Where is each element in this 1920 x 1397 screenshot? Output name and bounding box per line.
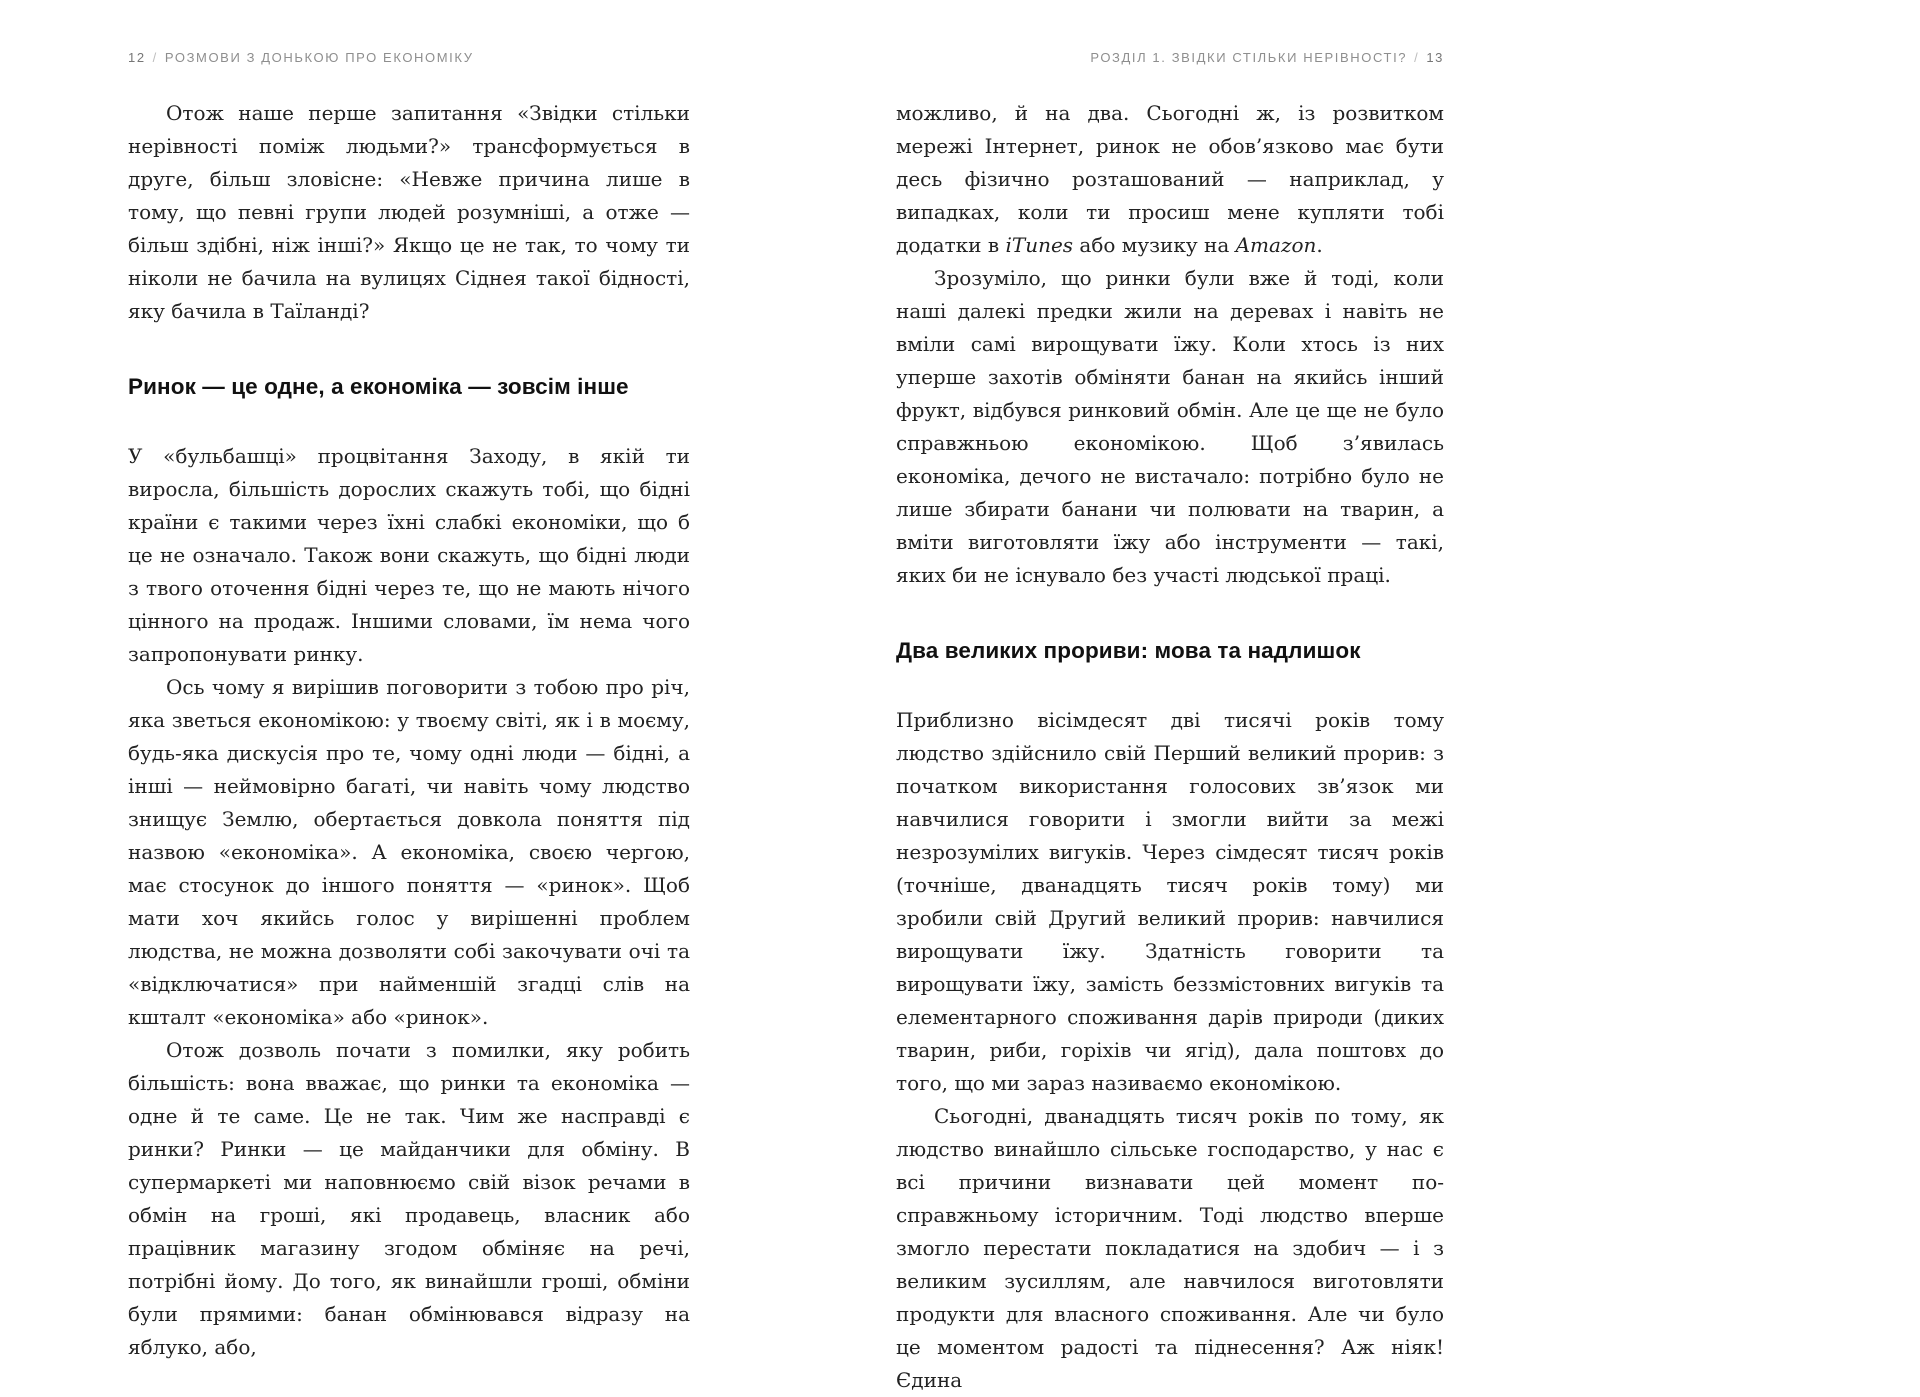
paragraph <box>896 97 1444 262</box>
product-name-amazon: Amazon <box>1235 233 1317 257</box>
section-heading-market-vs-economy: Ринок — це одне, а економіка — зовсім інше <box>128 374 629 399</box>
page-left <box>128 50 690 1364</box>
paragraph: Сьогодні, дванадцять тисяч років по тому, як людство винайшло сільське господарство, у нас є всі причини визнавати цей момент по-справжньому історичним. Тоді людство вперше змогло перестати покладатися на здобич — і з великим зусиллям, але навчилося виготовляти продукти для власного споживання. Але чи було це моментом радості та піднесення? Аж ніяк! Єдина <box>896 1104 1444 1392</box>
running-head-title-right: РОЗДІЛ 1. ЗВІДКИ СТІЛЬКИ НЕРІВНОСТІ? <box>1090 50 1408 65</box>
paragraph: Отож наше перше запитання «Звідки стільки нерівності поміж людьми?» трансформується в друге, більш зловісне: «Невже причина лише в тому, що певні групи людей розумніші, а отже — більш здібні, ніж інші?» Якщо це не так, то чому ти ніколи не бачила на вулицях Сіднея такої бідності, яку бачила в Таїланді? <box>128 101 690 323</box>
running-head-left <box>128 50 690 65</box>
paragraph: Ось чому я вирішив поговорити з тобою про річ, яка зветься економікою: у твоєму світі, як і в моєму, будь-яка дискусія про те, чому одні люди — бідні, а інші — неймовірно багаті, чи навіть чому людство знищує Землю, обертається довкола поняття під назвою «економіка». А економіка, своєю чергою, має стосунок до іншого поняття — «ринок». Щоб мати хоч якийсь голос у вирішенні проблем людства, не можна дозволяти собі закочувати очі та «відключатися» при найменшій згадці слів на кшталт «економіка» або «ринок». <box>128 675 690 1029</box>
page-number-left: 12 <box>128 50 146 65</box>
running-head-separator: / <box>152 50 158 65</box>
page-number-right: 13 <box>1426 50 1444 65</box>
paragraph: У «бульбашці» процвітання Заходу, в якій ти виросла, більшість дорослих скажуть тобі, що бідні країни є такими через їхні слабкі економіки, що б це не означало. Також вони скажуть, що бідні люди з твого оточення бідні через те, що не мають нічого цінного на продаж. Іншими словами, їм нема чого запропонувати ринку. <box>128 444 690 666</box>
running-head-separator: / <box>1414 50 1420 65</box>
paragraph-text: . <box>1316 233 1323 257</box>
paragraph: Зрозуміло, що ринки були вже й тоді, коли наші далекі предки жили на деревах і навіть не вміли самі вирощувати їжу. Коли хтось із них уперше захотів обміняти банан на якийсь інший фрукт, відбувся ринковий обмін. Але це ще не було справжньою економікою. Щоб з’явилась економіка, дечого не вистачало: потрібно було не лише збирати банани чи полювати на тварин, а вміти виготовляти їжу або інструменти — такі, яких би не існувало без участі людської праці. <box>896 266 1444 587</box>
running-head-title-left: РОЗМОВИ З ДОНЬКОЮ ПРО ЕКОНОМІКУ <box>164 50 474 65</box>
paragraph: Отож дозволь почати з помилки, яку робить більшість: вона вважає, що ринки та економіка — одне й те саме. Це не так. Чим же насправді є ринки? Ринки — це майданчики для обміну. В супермаркеті ми наповнюємо свій візок речами в обмін на гроші, які продавець, власник або працівник магазину згодом обміняє на речі, потрібні йому. До того, як винайшли гроші, обміни були прямими: банан обмінювався відразу на яблуко, або, <box>128 1038 690 1359</box>
page-right <box>896 50 1444 1397</box>
product-name-itunes: iTunes <box>1005 233 1074 257</box>
running-head-right <box>896 50 1444 65</box>
section-heading-two-breakthroughs: Два великих прориви: мова та надлишок <box>896 638 1361 663</box>
page-body-right <box>896 97 1444 1397</box>
page-body-left <box>128 97 690 1364</box>
paragraph-text: або музику на <box>1073 233 1236 257</box>
paragraph: Приблизно вісімдесят дві тисячі років тому людство здійснило свій Перший великий прорив: з початком використання голосових зв’язок ми навчилися говорити і змогли вийти за межі незрозумілих вигуків. Через сімдесят тисяч років (точніше, дванадцять тисяч років тому) ми зробили свій Другий великий прорив: навчилися вирощувати їжу. Здатність говорити та вирощувати їжу, замість беззмістовних вигуків та елементарного споживання дарів природи (диких тварин, риби, горіхів чи ягід), дала поштовх до того, що ми зараз називаємо економікою. <box>896 708 1444 1095</box>
paragraph-text: можливо, й на два. Сьогодні ж, із розвитком мережі Інтернет, ринок не обов’язково має бути десь фізично розташований — наприклад, у випадках, коли ти просиш мене купляти тобі додатки в <box>896 101 1444 257</box>
